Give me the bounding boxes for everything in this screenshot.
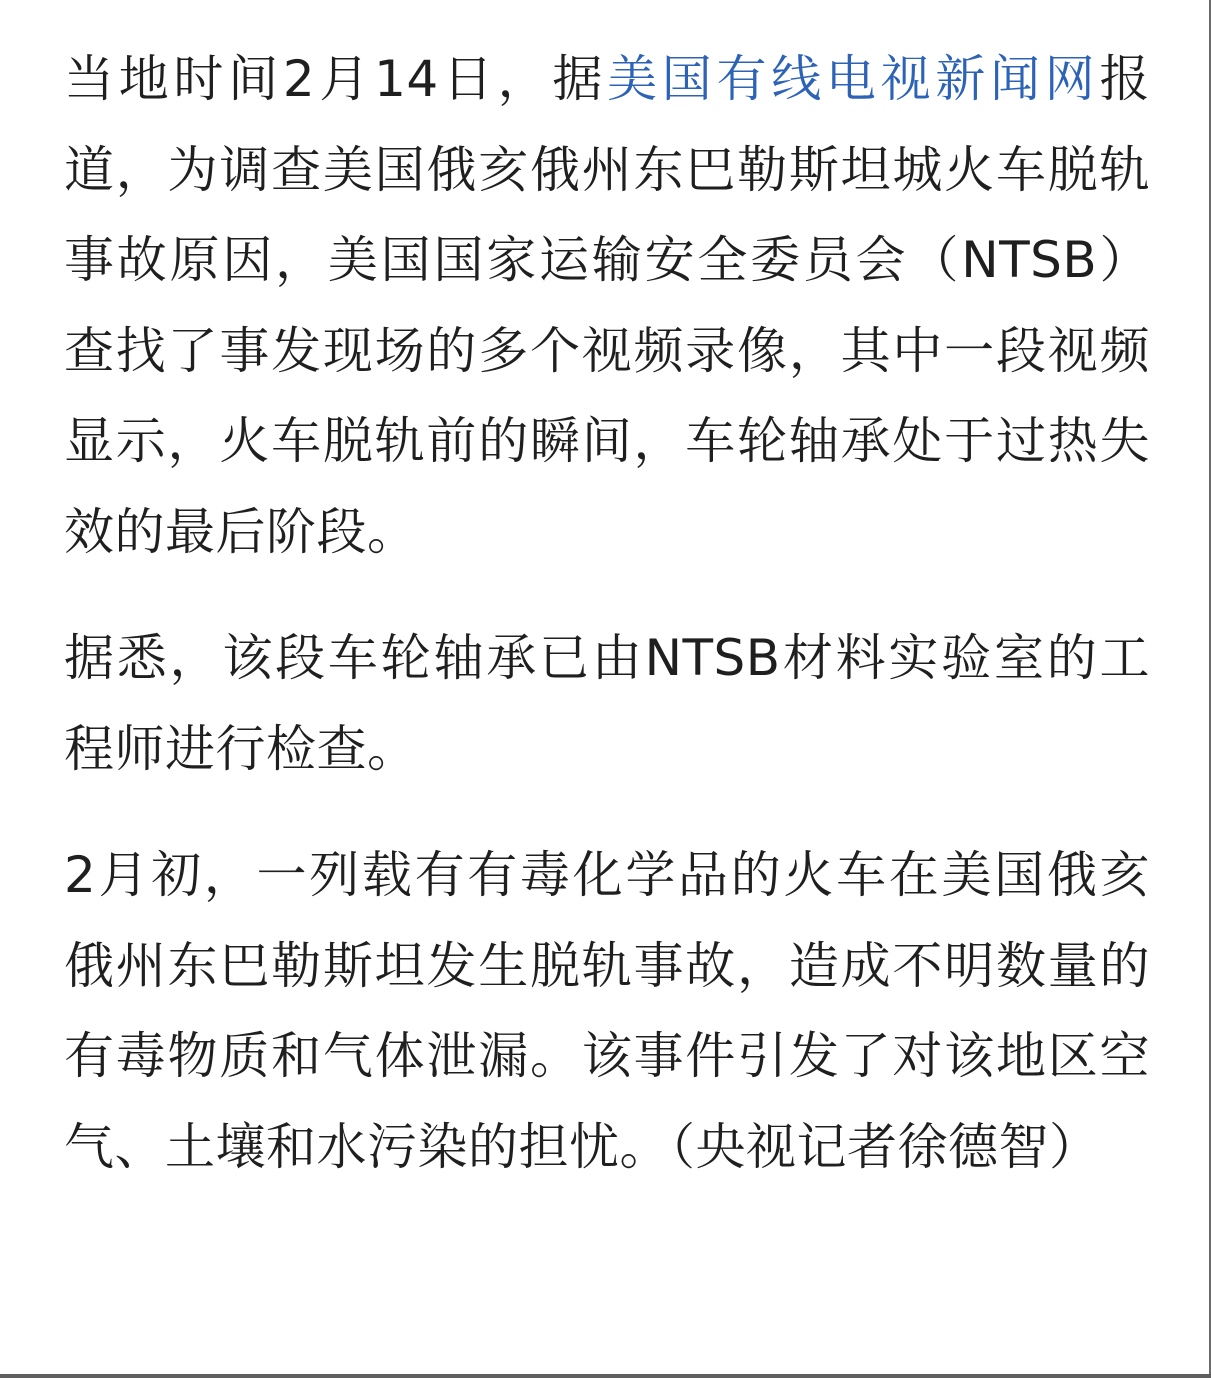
article-paragraph-2: 据悉，该段车轮轴承已由NTSB材料实验室的工程师进行检查。 bbox=[64, 629, 1150, 778]
cnn-source-link[interactable]: 美国有线电视新闻网 bbox=[607, 50, 1100, 108]
article-paragraph-3: 2月初，一列载有有毒化学品的火车在美国俄亥俄州东巴勒斯坦发生脱轨事故，造成不明数量的有毒物质和气体泄漏。该事件引发了对该地区空气、土壤和水污染的担忧。（央视记者徐德智） bbox=[64, 846, 1150, 1176]
article-body bbox=[64, 34, 1150, 1192]
paragraph-1-body-text: 报道，为调查美国俄亥俄州东巴勒斯坦城火车脱轨事故原因，美国国家运输安全委员会（NTSB）查找了事发现场的多个视频录像，其中一段视频显示，火车脱轨前的瞬间，车轮轴承处于过热失效的最后阶段。 bbox=[64, 50, 1151, 561]
paragraph-1-lead-text: 当地时间2月14日，据 bbox=[64, 50, 608, 108]
bottom-border bbox=[0, 1374, 1211, 1378]
article-paragraph-1 bbox=[64, 34, 1150, 577]
